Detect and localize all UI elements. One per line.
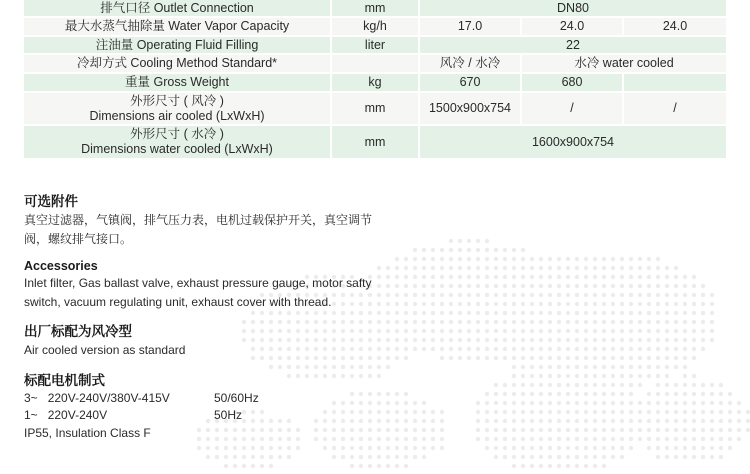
row-label	[24, 92, 331, 125]
row-label: 最大水蒸气抽除量 Water Vapor Capacity	[24, 17, 331, 36]
row-label: 排气口径 Outlet Connection	[24, 0, 331, 17]
row-value: 水冷 water cooled	[521, 54, 726, 73]
motor-voltage: 220V-240V/380V-415V	[47, 391, 170, 405]
row-unit: kg	[331, 73, 419, 92]
standard-text: Air cooled version as standard	[24, 343, 186, 357]
row-unit: kg/h	[331, 17, 419, 36]
options-cn-line: 真空过滤器，气镇阀，排气压力表，电机过载保护开关，真空调节	[24, 213, 373, 227]
standard-section	[24, 323, 424, 360]
motor-phase: 1~	[24, 408, 38, 422]
table-row	[24, 36, 726, 54]
options-cn-line: 阀，螺纹排气接口。	[24, 232, 133, 246]
row-value: 风冷 / 水冷	[419, 54, 521, 73]
options-cn-title: 可选附件	[24, 194, 78, 209]
accessories-section	[24, 258, 424, 312]
row-unit: mm	[331, 125, 419, 158]
standard-title: 出厂标配为风冷型	[24, 324, 132, 339]
row-label-cn: 外形尺寸 ( 风冷 )	[130, 93, 224, 108]
row-unit: liter	[331, 36, 419, 54]
row-value: 24.0	[623, 17, 726, 36]
row-value: 22	[419, 36, 726, 54]
table-row	[24, 73, 726, 92]
options-cn-section	[24, 193, 424, 249]
motor-phase: 3~	[24, 391, 38, 405]
spec-table	[24, 0, 726, 158]
table-row	[24, 54, 726, 73]
row-value: /	[521, 92, 623, 125]
row-value: 1600x900x754	[419, 125, 726, 158]
row-label: 冷却方式 Cooling Method Standard*	[24, 54, 331, 73]
motor-voltage: 220V-240V	[47, 408, 108, 422]
row-value: DN80	[419, 0, 726, 17]
row-unit	[331, 54, 419, 73]
motor-title: 标配电机制式	[24, 373, 105, 388]
motor-freq: 50Hz	[214, 408, 243, 422]
row-label-cn: 外形尺寸 ( 水冷 )	[130, 127, 224, 141]
motor-section	[24, 372, 424, 443]
row-unit: mm	[331, 0, 419, 17]
motor-row	[24, 390, 424, 407]
row-value: 670	[419, 73, 521, 92]
table-row	[24, 92, 726, 125]
row-value: 17.0	[419, 17, 521, 36]
row-value: /	[623, 92, 726, 125]
motor-freq: 50/60Hz	[214, 391, 259, 405]
row-label	[24, 125, 331, 158]
row-value: 24.0	[521, 17, 623, 36]
accessories-line: Inlet filter, Gas ballast valve, exhaust pressure gauge, motor safty	[24, 276, 372, 290]
accessories-title: Accessories	[24, 259, 98, 273]
row-label: 重量 Gross Weight	[24, 73, 331, 92]
row-value: 680	[521, 73, 623, 92]
accessories-line: switch, vacuum regulating unit, exhaust cover with thread.	[24, 295, 332, 309]
motor-ip-class: IP55, Insulation Class F	[24, 426, 151, 440]
motor-row	[24, 407, 424, 424]
table-row	[24, 0, 726, 17]
row-label-en: Dimensions water cooled (LxWxH)	[81, 142, 273, 156]
row-label-en: Dimensions air cooled (LxWxH)	[89, 108, 265, 123]
table-row	[24, 125, 726, 158]
row-label: 注油量 Operating Fluid Filling	[24, 36, 331, 54]
table-row	[24, 17, 726, 36]
row-value: 1500x900x754	[419, 92, 521, 125]
row-unit: mm	[331, 92, 419, 125]
